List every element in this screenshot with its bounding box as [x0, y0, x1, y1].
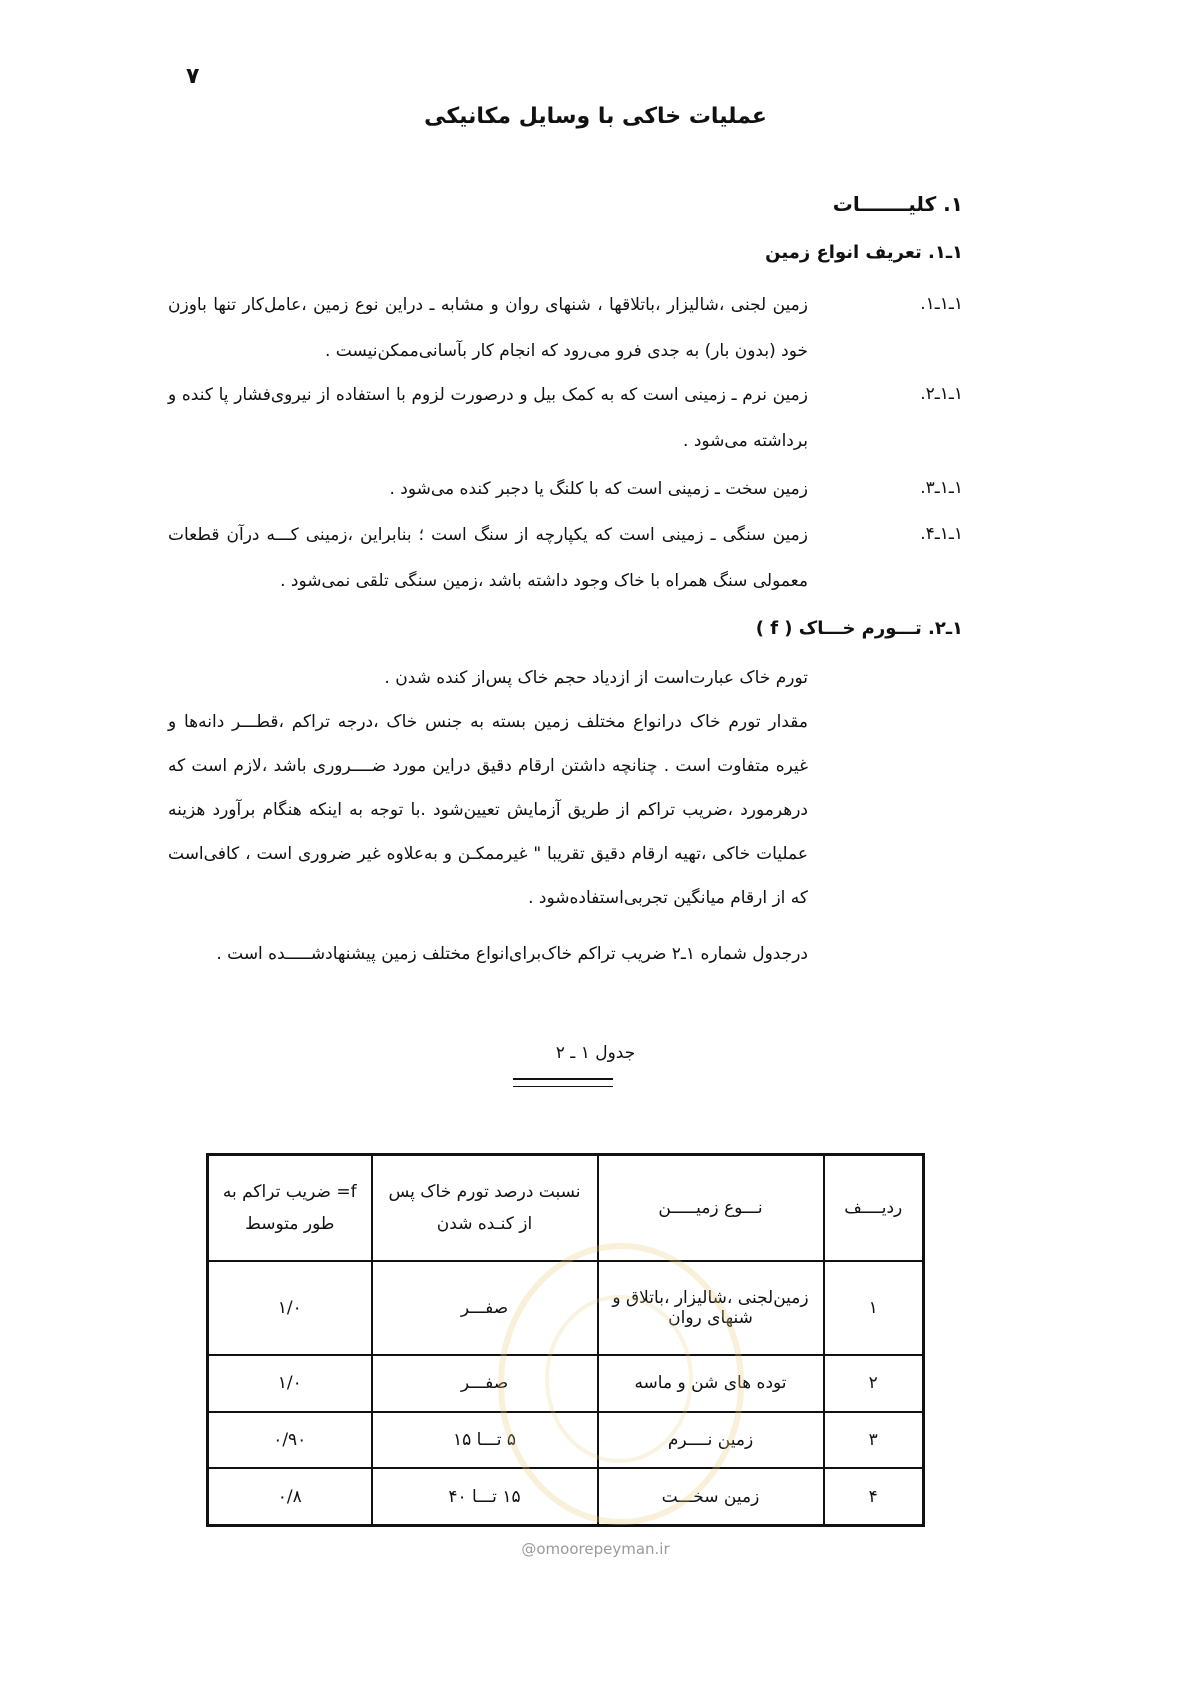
paragraph: درجدول شماره ۱ـ۲ ضریب تراکم خاک‌برای‌انواع مختلف زمین پیشنهادشـــــده است . [216, 944, 808, 964]
definition-text: زمین سخت ـ زمینی است که با کلنگ یا دجبر کنده می‌شود . [389, 479, 808, 499]
table-header-row [208, 1155, 924, 1262]
page-title: عملیات خاکی با وسایل مکانیکی [424, 104, 767, 129]
caption-underline [513, 1086, 613, 1087]
watermark-url: @omoorepeyman.ir [521, 1540, 670, 1558]
section-heading-1: ۱. کلیـــــــات [832, 192, 963, 216]
definition-number: ۱ـ۱ـ۱. [920, 294, 963, 314]
table-row [208, 1412, 924, 1468]
header-row-number: ردیــــف [824, 1155, 924, 1262]
cell-swell-percent: صفـــر [372, 1261, 598, 1355]
caption-underline [513, 1078, 613, 1080]
header-soil-type: نـــوع زمیـــــن [598, 1155, 824, 1262]
cell-compaction-factor: ۱/۰ [208, 1261, 372, 1355]
cell-compaction-factor: ۰/۹۰ [208, 1412, 372, 1468]
soil-compaction-table [206, 1153, 925, 1527]
definition-text: زمین سنگی ـ زمینی است که یکپارچه از سنگ است ؛ بنابراین ،زمینی کـــه درآن قطعات معمولی سنگ همراه با خاک وجود داشته باشد ،زمین سنگی تلقی نمی‌شود . [168, 525, 808, 591]
cell-row-number: ۴ [824, 1468, 924, 1525]
header-swell-percent: نسبت درصد تورم خاک پس از کنـده شدن [372, 1155, 598, 1262]
cell-compaction-factor: ۱/۰ [208, 1355, 372, 1411]
definition-number: ۱ـ۱ـ۲. [920, 384, 963, 404]
paragraph: مقدار تورم خاک درانواع مختلف زمین بسته به جنس خاک ،درجه تراکم ،قطـــر دانه‌ها و غیره متفاوت است . چنانچه داشتن ارقام دقیق دراین مورد ضــــروری باشد ،لازم است که درهرمورد ،ضریب تراکم از طریق آزمایش تعیین‌شود .با توجه به اینکه هنگام برآورد هزینه عملیات خاکی ،تهیه ارقام دقیق تقریبا " غیرممکـن و به‌علاوه غیر ضروری است ، کافی‌است که از ارقام میانگین تجربی‌استفاده‌شود . [168, 712, 808, 908]
definition-number: ۱ـ۱ـ۴. [920, 524, 963, 544]
cell-row-number: ۲ [824, 1355, 924, 1411]
definition-text: زمین نرم ـ زمینی است که به کمک بیل و درصورت لزوم با استفاده از نیروی‌فشار پا کنده و برداشته می‌شود . [168, 385, 808, 451]
cell-soil-type: زمین نــــرم [598, 1412, 824, 1468]
cell-soil-type: زمین‌لجنی ،شالیزار ،باتلاق و شنهای روان [598, 1261, 824, 1355]
cell-compaction-factor: ۰/۸ [208, 1468, 372, 1525]
table-caption: جدول ۱ ـ ۲ [555, 1043, 636, 1063]
cell-soil-type: زمین سخـــت [598, 1468, 824, 1525]
header-compaction-factor: f= ضریب تراکم به طور متوسط [208, 1155, 372, 1262]
cell-swell-percent: ۱۵ تـــا ۴۰ [372, 1468, 598, 1525]
definition-number: ۱ـ۱ـ۳. [920, 478, 963, 498]
section-heading-1-1: ۱ـ۱. تعریف انواع زمین [765, 242, 963, 263]
table-row [208, 1261, 924, 1355]
cell-row-number: ۳ [824, 1412, 924, 1468]
section-heading-1-2: ۱ـ۲. تـــورم خـــاک ( f ) [755, 618, 963, 639]
cell-row-number: ۱ [824, 1261, 924, 1355]
table-row [208, 1355, 924, 1411]
cell-swell-percent: ۵ تـــا ۱۵ [372, 1412, 598, 1468]
page-number: ۷ [186, 64, 200, 89]
cell-soil-type: توده های شن و ماسه [598, 1355, 824, 1411]
definition-text: زمین لجنی ،شالیزار ،باتلاقها ، شنهای روان و مشابه ـ دراین نوع زمین ،عامل‌کار تنها باوزن خود (بدون بار) به جدی فرو می‌رود که انجام کار بآسانی‌ممکن‌نیست . [168, 295, 808, 361]
table-row [208, 1468, 924, 1525]
paragraph: تورم خاک عبارت‌است از ازدیاد حجم خاک پس‌از کنده شدن . [384, 668, 808, 688]
cell-swell-percent: صفـــر [372, 1355, 598, 1411]
